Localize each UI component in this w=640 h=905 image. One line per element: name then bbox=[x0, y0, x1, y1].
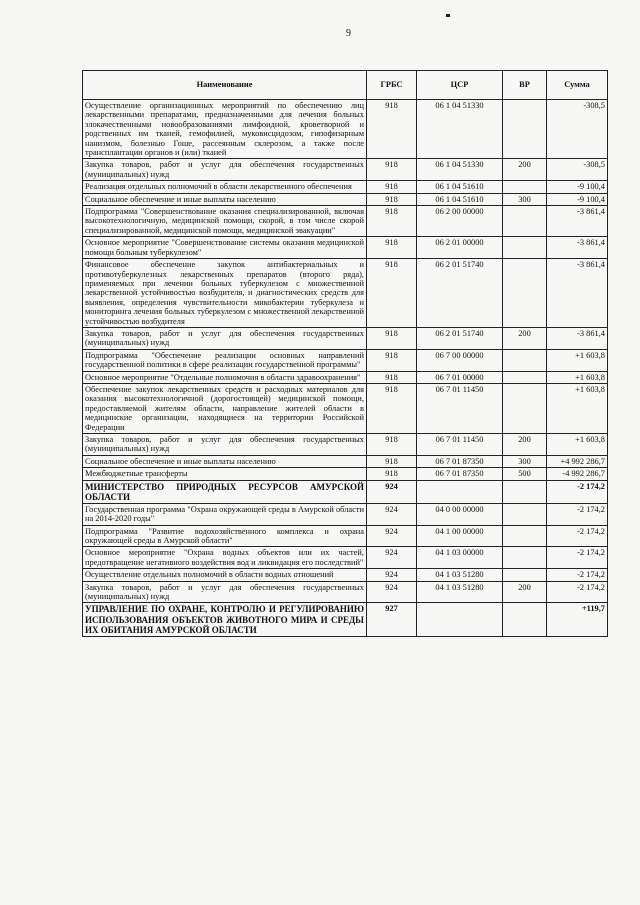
table-row bbox=[83, 206, 608, 237]
budget-table bbox=[82, 70, 608, 637]
cell-name: Основное мероприятие "Охрана водных объектов или их частей, предотвращение негативного воздействия вод и ликвидация его последствий" bbox=[83, 547, 367, 569]
cell-vr bbox=[503, 259, 547, 328]
cell-sum: -2 174,2 bbox=[547, 503, 608, 525]
table-row bbox=[83, 181, 608, 193]
table-header-row bbox=[83, 71, 608, 100]
cell-csr: 06 2 01 51740 bbox=[417, 327, 503, 349]
cell-grbs: 924 bbox=[367, 480, 417, 503]
table-body bbox=[83, 100, 608, 637]
cell-grbs: 918 bbox=[367, 259, 417, 328]
table-row bbox=[83, 259, 608, 328]
cell-csr: 06 7 01 87350 bbox=[417, 468, 503, 480]
table-row bbox=[83, 603, 608, 636]
cell-grbs: 924 bbox=[367, 581, 417, 603]
table-row bbox=[83, 434, 608, 456]
table-row bbox=[83, 159, 608, 181]
page-number: 9 bbox=[346, 28, 351, 39]
cell-vr: 300 bbox=[503, 193, 547, 205]
cell-vr: 200 bbox=[503, 327, 547, 349]
cell-name: Осуществление отдельных полномочий в области водных отношений bbox=[83, 569, 367, 581]
cell-grbs: 918 bbox=[367, 237, 417, 259]
cell-sum: -2 174,2 bbox=[547, 581, 608, 603]
cell-csr: 04 1 03 00000 bbox=[417, 547, 503, 569]
cell-sum: -9 100,4 bbox=[547, 193, 608, 205]
cell-csr: 06 7 00 00000 bbox=[417, 349, 503, 371]
cell-grbs: 924 bbox=[367, 547, 417, 569]
table-row bbox=[83, 468, 608, 480]
cell-name: Социальное обеспечение и иные выплаты населению bbox=[83, 193, 367, 205]
cell-name: Подпрограмма "Обеспечение реализации основных направлений государственной политики в сфере реализации государственной программы" bbox=[83, 349, 367, 371]
cell-vr bbox=[503, 547, 547, 569]
cell-vr bbox=[503, 503, 547, 525]
cell-grbs: 918 bbox=[367, 371, 417, 383]
cell-csr bbox=[417, 480, 503, 503]
header-csr: ЦСР bbox=[417, 71, 503, 100]
cell-sum: -3 861,4 bbox=[547, 206, 608, 237]
cell-name: Закупка товаров, работ и услуг для обеспечения государственных (муниципальных) нужд bbox=[83, 327, 367, 349]
cell-grbs: 918 bbox=[367, 100, 417, 159]
cell-sum: +1 603,8 bbox=[547, 383, 608, 433]
cell-name: Социальное обеспечение и иные выплаты населению bbox=[83, 455, 367, 467]
cell-csr: 06 1 04 51330 bbox=[417, 159, 503, 181]
header-sum: Сумма bbox=[547, 71, 608, 100]
cell-name: Закупка товаров, работ и услуг для обеспечения государственных (муниципальных) нужд bbox=[83, 581, 367, 603]
table-row bbox=[83, 455, 608, 467]
cell-sum: +1 603,8 bbox=[547, 349, 608, 371]
cell-csr: 06 2 00 00000 bbox=[417, 206, 503, 237]
cell-name: УПРАВЛЕНИЕ ПО ОХРАНЕ, КОНТРОЛЮ И РЕГУЛИРОВАНИЮ ИСПОЛЬЗОВАНИЯ ОБЪЕКТОВ ЖИВОТНОГО МИРА И СРЕДЫ ИХ ОБИТАНИЯ АМУРСКОЙ ОБЛАСТИ bbox=[83, 603, 367, 636]
cell-name: Финансовое обеспечение закупок антибактериальных и противотуберкулезных лекарственных препаратов (второго ряда), применяемых при лечении больных туберкулезом с множественной лекарственной устойчивостью возбудителя, и диагностических средств для выявления, определения чувствительности микобактерии туберкулеза и мониторинга лечения больных туберкулезом с множественной лекарственной устойчивостью возбудителя bbox=[83, 259, 367, 328]
cell-vr bbox=[503, 237, 547, 259]
cell-sum: -2 174,2 bbox=[547, 525, 608, 547]
cell-csr: 06 1 04 51610 bbox=[417, 181, 503, 193]
header-vr: ВР bbox=[503, 71, 547, 100]
cell-csr: 06 2 01 00000 bbox=[417, 237, 503, 259]
cell-csr: 04 1 03 51280 bbox=[417, 581, 503, 603]
cell-vr bbox=[503, 603, 547, 636]
cell-vr bbox=[503, 371, 547, 383]
cell-vr: 200 bbox=[503, 434, 547, 456]
table-row bbox=[83, 547, 608, 569]
cell-vr bbox=[503, 206, 547, 237]
cell-vr bbox=[503, 100, 547, 159]
cell-sum: -308,5 bbox=[547, 159, 608, 181]
cell-csr: 04 1 03 51280 bbox=[417, 569, 503, 581]
table-row bbox=[83, 193, 608, 205]
cell-grbs: 918 bbox=[367, 159, 417, 181]
cell-sum: -3 861,4 bbox=[547, 259, 608, 328]
cell-grbs: 924 bbox=[367, 569, 417, 581]
cell-sum: -4 992 286,7 bbox=[547, 468, 608, 480]
cell-vr bbox=[503, 181, 547, 193]
cell-vr bbox=[503, 480, 547, 503]
cell-sum: -3 861,4 bbox=[547, 327, 608, 349]
cell-name: Основное мероприятие "Отдельные полномочия в области здравоохранения" bbox=[83, 371, 367, 383]
cell-sum: +1 603,8 bbox=[547, 434, 608, 456]
cell-grbs: 918 bbox=[367, 468, 417, 480]
cell-vr bbox=[503, 569, 547, 581]
cell-csr: 06 1 04 51330 bbox=[417, 100, 503, 159]
cell-sum: +4 992 286,7 bbox=[547, 455, 608, 467]
cell-sum: -3 861,4 bbox=[547, 237, 608, 259]
cell-sum: +1 603,8 bbox=[547, 371, 608, 383]
cell-name: Подпрограмма "Совершенствование оказания специализированной, включая высокотехнологичную, медицинской помощи, скорой, в том числе скорой специализированной, медицинской помощи, медицинской эвакуации" bbox=[83, 206, 367, 237]
cell-grbs: 918 bbox=[367, 349, 417, 371]
cell-grbs: 918 bbox=[367, 383, 417, 433]
cell-name: Закупка товаров, работ и услуг для обеспечения государственных (муниципальных) нужд bbox=[83, 159, 367, 181]
cell-grbs: 918 bbox=[367, 193, 417, 205]
cell-name: Закупка товаров, работ и услуг для обеспечения государственных (муниципальных) нужд bbox=[83, 434, 367, 456]
cell-grbs: 918 bbox=[367, 455, 417, 467]
cell-sum: -2 174,2 bbox=[547, 547, 608, 569]
cell-sum: -9 100,4 bbox=[547, 181, 608, 193]
cell-sum: -2 174,2 bbox=[547, 480, 608, 503]
scan-mark bbox=[446, 14, 450, 17]
cell-vr: 200 bbox=[503, 159, 547, 181]
cell-vr bbox=[503, 525, 547, 547]
cell-csr: 06 7 01 00000 bbox=[417, 371, 503, 383]
cell-grbs: 918 bbox=[367, 181, 417, 193]
cell-name: Основное мероприятие "Совершенствование системы оказания медицинской помощи больным туберкулезом" bbox=[83, 237, 367, 259]
cell-name: Государственная программа "Охрана окружающей среды в Амурской области на 2014-2020 годы" bbox=[83, 503, 367, 525]
cell-grbs: 918 bbox=[367, 327, 417, 349]
table-row bbox=[83, 327, 608, 349]
cell-sum: -2 174,2 bbox=[547, 569, 608, 581]
table-row bbox=[83, 480, 608, 503]
table-row bbox=[83, 569, 608, 581]
table-row bbox=[83, 100, 608, 159]
cell-csr: 06 7 01 11450 bbox=[417, 383, 503, 433]
table-row bbox=[83, 525, 608, 547]
table-row bbox=[83, 371, 608, 383]
cell-vr bbox=[503, 349, 547, 371]
table-row bbox=[83, 237, 608, 259]
cell-sum: -308,5 bbox=[547, 100, 608, 159]
header-grbs: ГРБС bbox=[367, 71, 417, 100]
cell-grbs: 924 bbox=[367, 525, 417, 547]
cell-csr: 06 7 01 11450 bbox=[417, 434, 503, 456]
table-row bbox=[83, 503, 608, 525]
cell-name: Подпрограмма "Развитие водохозяйственного комплекса и охрана окружающей среды в Амурской области" bbox=[83, 525, 367, 547]
cell-name: Межбюджетные трансферты bbox=[83, 468, 367, 480]
header-name: Наименование bbox=[83, 71, 367, 100]
cell-name: Реализация отдельных полномочий в области лекарственного обеспечения bbox=[83, 181, 367, 193]
cell-csr bbox=[417, 603, 503, 636]
table-row bbox=[83, 383, 608, 433]
cell-csr: 06 2 01 51740 bbox=[417, 259, 503, 328]
table-row bbox=[83, 581, 608, 603]
cell-grbs: 924 bbox=[367, 503, 417, 525]
cell-name: Осуществление организационных мероприятий по обеспечению лиц лекарственными препаратами, предназначенными для лечения больных злокачественными новообразованиями лимфоидной, кроветворной и родственных им тканей, гемофилией, муковисцидозом, гипофизарным нанизмом, болезнью Гоше, рассеянным склерозом, а также после трансплантации органов и (или) тканей bbox=[83, 100, 367, 159]
table-row bbox=[83, 349, 608, 371]
cell-vr: 300 bbox=[503, 455, 547, 467]
cell-grbs: 918 bbox=[367, 206, 417, 237]
cell-name: МИНИСТЕРСТВО ПРИРОДНЫХ РЕСУРСОВ АМУРСКОЙ ОБЛАСТИ bbox=[83, 480, 367, 503]
cell-csr: 04 0 00 00000 bbox=[417, 503, 503, 525]
cell-sum: +119,7 bbox=[547, 603, 608, 636]
cell-csr: 06 7 01 87350 bbox=[417, 455, 503, 467]
cell-csr: 04 1 00 00000 bbox=[417, 525, 503, 547]
cell-grbs: 918 bbox=[367, 434, 417, 456]
cell-vr: 200 bbox=[503, 581, 547, 603]
cell-csr: 06 1 04 51610 bbox=[417, 193, 503, 205]
cell-name: Обеспечение закупок лекарственных средств и расходных материалов для оказания высокотехнологичной (дорогостоящей) медицинской помощи, предоставляемой жителям области, направление жителей области в медицинские организации, находящиеся на территории Российской Федерации bbox=[83, 383, 367, 433]
cell-vr: 500 bbox=[503, 468, 547, 480]
cell-grbs: 927 bbox=[367, 603, 417, 636]
cell-vr bbox=[503, 383, 547, 433]
